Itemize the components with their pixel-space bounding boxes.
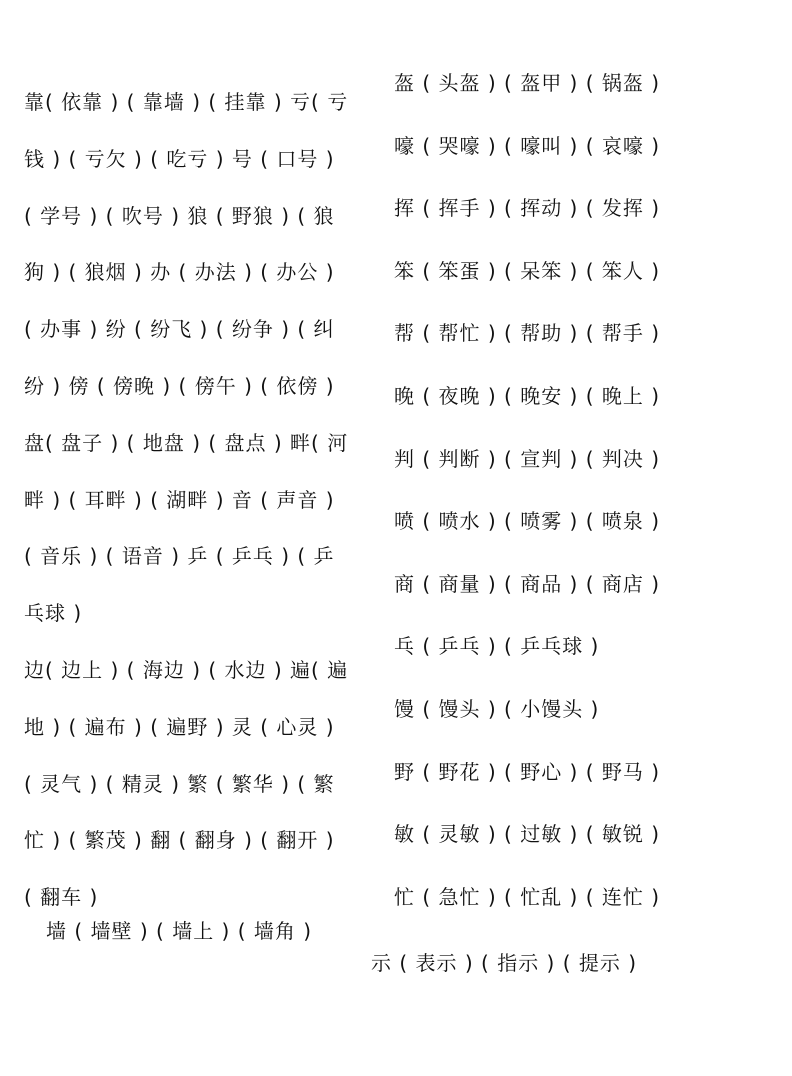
text-line: ( 翻车 ) (24, 885, 99, 910)
text-line: ( 办事 ) 纷 ( 纷飞 ) ( 纷争 ) ( 纠 (24, 317, 335, 342)
text-line: 挥 ( 挥手 ) ( 挥动 ) ( 发挥 ) (394, 196, 661, 221)
left-word-column (24, 74, 390, 926)
text-line: 靠( 依靠 ) ( 靠墙 ) ( 挂靠 ) 亏( 亏 (24, 90, 349, 114)
right-word-column (394, 52, 790, 928)
text-line: 狗 ) ( 狼烟 ) 办 ( 办法 ) ( 办公 ) (24, 260, 335, 285)
text-line: 畔 ) ( 耳畔 ) ( 湖畔 ) 音 ( 声音 ) (24, 487, 335, 512)
bottom-extra-line: 示 ( 表示 ) ( 指示 ) ( 提示 ) (371, 951, 638, 975)
text-line: 晚 ( 夜晚 ) ( 晚安 ) ( 晚上 ) (394, 383, 661, 408)
text-line: 帮 ( 帮忙 ) ( 帮助 ) ( 帮手 ) (394, 321, 661, 346)
text-line: 纷 ) 傍 ( 傍晚 ) ( 傍午 ) ( 依傍 ) (24, 373, 335, 398)
text-line: 地 ) ( 遍布 ) ( 遍野 ) 灵 ( 心灵 ) (24, 714, 335, 739)
text-line: ( 灵气 ) ( 精灵 ) 繁 ( 繁华 ) ( 繁 (24, 771, 335, 796)
left-extra-line: 墙 ( 墙壁 ) ( 墙上 ) ( 墙角 ) (46, 919, 313, 943)
text-line: 乓 ( 乒乓 ) ( 乒乓球 ) (394, 634, 600, 659)
text-line: 乓球 ) (24, 601, 83, 626)
text-line: ( 音乐 ) ( 语音 ) 乒 ( 乒乓 ) ( 乒 (24, 544, 335, 569)
text-line: 商 ( 商量 ) ( 商品 ) ( 商店 ) (394, 571, 661, 596)
text-line: 判 ( 判断 ) ( 宣判 ) ( 判决 ) (394, 446, 661, 471)
text-line: 盘( 盘子 ) ( 地盘 ) ( 盘点 ) 畔( 河 (24, 430, 349, 455)
text-line: 忙 ( 急忙 ) ( 忙乱 ) ( 连忙 ) (394, 884, 661, 909)
text-line: 忙 ) ( 繁茂 ) 翻 ( 翻身 ) ( 翻开 ) (24, 828, 335, 853)
text-line: 馒 ( 馒头 ) ( 小馒头 ) (394, 696, 600, 721)
text-line: 笨 ( 笨蛋 ) ( 呆笨 ) ( 笨人 ) (394, 258, 661, 283)
text-line: 野 ( 野花 ) ( 野心 ) ( 野马 ) (394, 759, 661, 784)
text-line: ( 学号 ) ( 吹号 ) 狼 ( 野狼 ) ( 狼 (24, 203, 335, 228)
text-line: 喷 ( 喷水 ) ( 喷雾 ) ( 喷泉 ) (394, 509, 661, 534)
text-line: 边( 边上 ) ( 海边 ) ( 水边 ) 遍( 遍 (24, 657, 349, 682)
text-line: 盔 ( 头盔 ) ( 盔甲 ) ( 锅盔 ) (394, 71, 661, 95)
text-line: 嚎 ( 哭嚎 ) ( 嚎叫 ) ( 哀嚎 ) (394, 133, 661, 158)
text-line: 钱 ) ( 亏欠 ) ( 吃亏 ) 号 ( 口号 ) (24, 146, 335, 171)
text-line: 敏 ( 灵敏 ) ( 过敏 ) ( 敏锐 ) (394, 822, 661, 847)
